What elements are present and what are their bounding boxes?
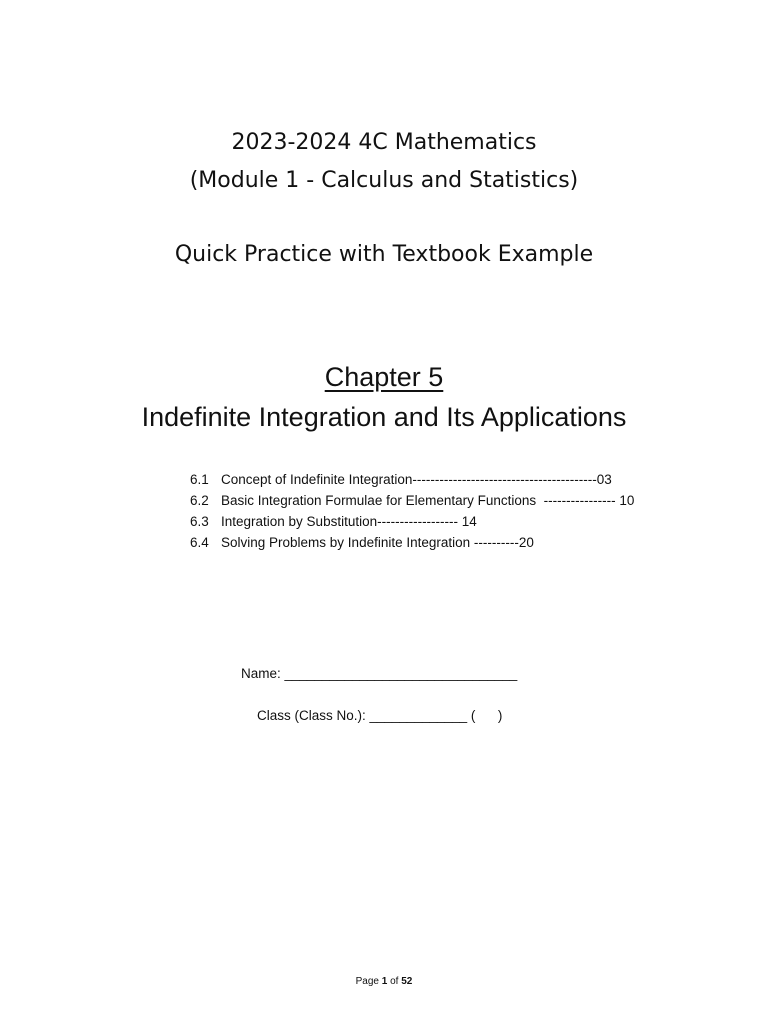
footer-total-pages: 52 [401,976,413,987]
chapter-label: Chapter 5 [324,362,444,392]
table-of-contents [190,469,634,553]
module-title: (Module 1 - Calculus and Statistics) [189,168,579,193]
toc-leader: ------------------ [377,514,462,529]
toc-number: 6.1 [190,472,209,487]
toc-page: 03 [596,472,612,487]
toc-number: 6.2 [190,493,209,508]
toc-leader: ---------- [470,535,519,550]
toc-number: 6.4 [190,535,209,550]
toc-leader: ---------------- [536,493,620,508]
toc-entry [190,469,634,490]
practice-title: Quick Practice with Textbook Example [174,242,594,267]
toc-title: Integration by Substitution [221,514,378,529]
footer-page-word: Page [355,976,382,987]
toc-page: 20 [518,535,534,550]
toc-page: 14 [461,514,477,529]
toc-title: Solving Problems by Indefinite Integration [221,535,471,550]
course-title: 2023-2024 4C Mathematics [231,130,537,155]
toc-entry [190,532,634,553]
toc-number: 6.3 [190,514,209,529]
toc-title: Basic Integration Formulae for Elementary Functions [221,493,537,508]
toc-entry [190,490,634,511]
toc-page: 10 [619,493,635,508]
class-field: Class (Class No.): _____________ ( ) [257,708,503,723]
toc-title: Concept of Indefinite Integration [221,472,413,487]
name-field: Name: _______________________________ [241,666,518,681]
toc-leader: ----------------------------------------- [412,472,597,487]
footer-current-page: 1 [381,976,388,987]
chapter-title: Indefinite Integration and Its Applications [141,402,627,432]
page-footer [0,976,768,987]
footer-of-word: of [387,976,402,987]
toc-entry [190,511,634,532]
